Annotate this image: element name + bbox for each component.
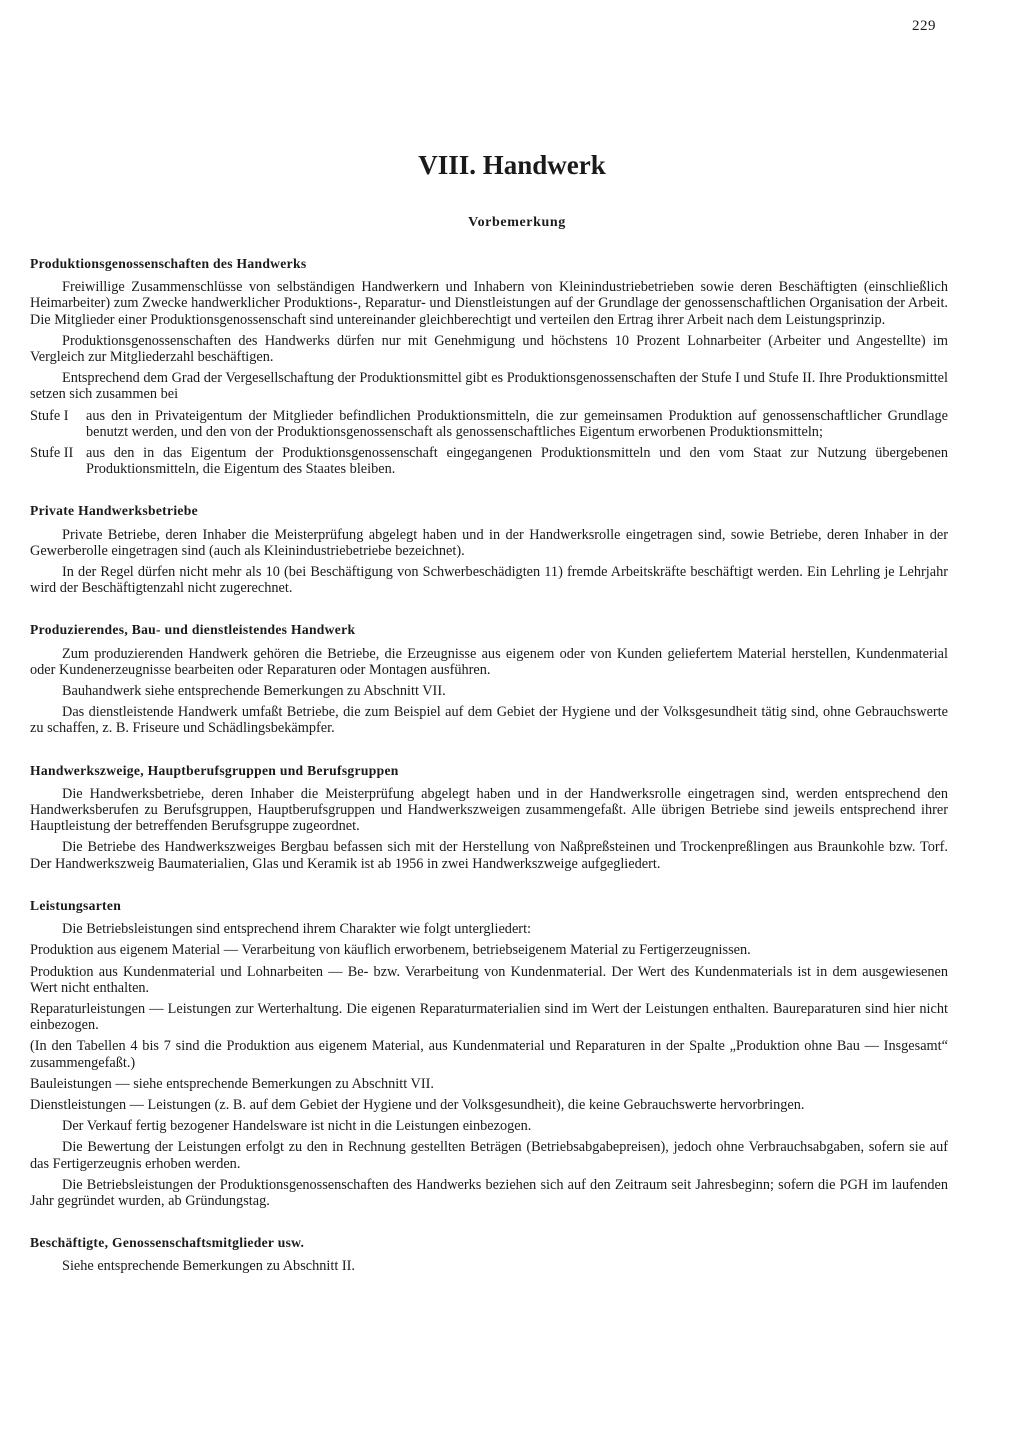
paragraph: Freiwillige Zusammenschlüsse von selbständigen Handwerkern und Inhabern von Kleinindustriebetrieben sowie deren Beschäftigten (einschließlich Heimarbeiter) zum Zwecke handwerklicher Produktions-, Reparatur- und Dienstleistungen auf der Grundlage der genossenschaftlichen Organisation der Arbeit. Die Mitglieder einer Produktionsgenossenschaft sind untereinander gleichberechtigt und verteilen den Ertrag ihrer Arbeit nach dem Leistungsprinzip. xyxy=(30,279,948,328)
section-heading: Handwerkszweige, Hauptberufsgruppen und Berufsgruppen xyxy=(30,762,399,778)
paragraph: Die Betriebe des Handwerkszweiges Bergbau befassen sich mit der Herstellung von Naßpreßsteinen und Trockenpreßlingen aus Braunkohle bzw. Torf. Der Handwerkszweig Baumaterialien, Glas und Keramik ist ab 1956 in zwei Handwerkszweige aufgegliedert. xyxy=(30,839,948,872)
paragraph: Dienstleistungen — Leistungen (z. B. auf dem Gebiet der Hygiene und der Volksgesundheit), die keine Gebrauchswerte hervorbringen. xyxy=(30,1096,805,1113)
paragraph: Zum produzierenden Handwerk gehören die Betriebe, die Erzeugnisse aus eigenem oder von Kunden geliefertem Material herstellen, Kundenmaterial oder Kundenerzeugnisse bearbeiten oder Reparaturen oder Montagen ausführen. xyxy=(30,645,948,678)
paragraph: Entsprechend dem Grad der Vergesellschaftung der Produktionsmittel gibt es Produktionsgenossenschaften der Stufe I und Stufe II. Ihre Produktionsmittel setzen sich zusammen bei xyxy=(30,370,948,403)
stufe-1-term: Stufe I xyxy=(30,407,69,424)
paragraph: Produktion aus eigenem Material — Verarbeitung von käuflich erworbenem, betriebseigenem Material zu Fertigerzeugnissen. xyxy=(30,942,751,959)
paragraph: Die Betriebsleistungen sind entsprechend ihrem Charakter wie folgt untergliedert: xyxy=(62,921,532,938)
section-heading: Produzierendes, Bau- und dienstleistendes Handwerk xyxy=(30,622,356,638)
section-heading: Produktionsgenossenschaften des Handwerks xyxy=(30,256,307,271)
section-produzierendes-handwerk xyxy=(30,622,948,736)
paragraph: Die Bewertung der Leistungen erfolgt zu den in Rechnung gestellten Beträgen (Betriebsabgabepreisen), jedoch ohne Verbrauchsabgaben, sofern sie auf das Fertigerzeugnis erhoben werden. xyxy=(30,1139,948,1172)
section-private-handwerksbetriebe xyxy=(30,503,948,596)
section-produktionsgenossenschaften xyxy=(30,256,948,477)
stufe-1-description: aus den in Privateigentum der Mitglieder befindlichen Produktionsmitteln, die zur gemeinsamen Produktion auf genossenschaftlicher Grundlage benutzt werden, und den von der Produktionsgenossenschaft als genossenschaftliches Eigentum erworbenen Produktionsmitteln; xyxy=(86,407,948,440)
paragraph: Produktionsgenossenschaften des Handwerks dürfen nur mit Genehmigung und höchstens 10 Prozent Lohnarbeiter (Arbeiter und Angestellte) im Vergleich zur Mitgliederzahl beschäftigen. xyxy=(30,332,948,366)
stufe-2-description: aus den in das Eigentum der Produktionsgenossenschaft eingegangenen Produktionsmitteln und den vom Staat zur Nutzung übergebenen Produktionsmitteln, die Eigentum des Staates bleiben. xyxy=(86,445,948,478)
paragraph: Private Betriebe, deren Inhaber die Meisterprüfung abgelegt haben und in der Handwerksrolle eingetragen sind, sowie Betriebe, deren Inhaber in der Gewerberolle eingetragen sind (auch als Kleinindustriebetriebe bezeichnet). xyxy=(30,526,948,559)
stufe-1-item xyxy=(30,408,948,440)
page-number: 229 xyxy=(912,18,936,34)
section-handwerkszweige xyxy=(30,763,948,872)
document-body xyxy=(30,256,948,1301)
paragraph: Bauhandwerk siehe entsprechende Bemerkungen zu Abschnitt VII. xyxy=(62,683,446,700)
section-heading: Beschäftigte, Genossenschaftsmitglieder usw. xyxy=(30,1235,305,1251)
paragraph: Reparaturleistungen — Leistungen zur Werterhaltung. Die eigenen Reparaturmaterialien sind im Wert der Leistungen enthalten. Baureparaturen sind hier nicht einbezogen. xyxy=(30,1000,948,1034)
paragraph: Die Betriebsleistungen der Produktionsgenossenschaften des Handwerks beziehen sich auf den Zeitraum seit Jahresbeginn; sofern die PGH im laufenden Jahr gegründet wurden, ab Gründungstag. xyxy=(30,1176,948,1209)
section-leistungsarten xyxy=(30,898,948,1209)
paragraph: Siehe entsprechende Bemerkungen zu Abschnitt II. xyxy=(62,1258,355,1275)
paragraph: Bauleistungen — siehe entsprechende Bemerkungen zu Abschnitt VII. xyxy=(30,1075,434,1092)
section-beschaeftigte xyxy=(30,1235,948,1274)
chapter-title: VIII. Handwerk xyxy=(418,150,606,180)
paragraph: Der Verkauf fertig bezogener Handelsware ist nicht in die Leistungen einbezogen. xyxy=(62,1118,532,1135)
paragraph: Die Handwerksbetriebe, deren Inhaber die Meisterprüfung abgelegt haben und in der Handwerksrolle eingetragen sind, werden entsprechend den Handwerksberufen zu Berufsgruppen, Hauptberufsgruppen und Handwerkszweigen zusammengefaßt. Alle übrigen Betriebe sind jeweils entsprechend ihrer Hauptleistung der betreffenden Berufsgruppe zugeordnet. xyxy=(30,785,948,835)
paragraph: Das dienstleistende Handwerk umfaßt Betriebe, die zum Beispiel auf dem Gebiet der Hygiene und der Volksgesundheit tätig sind, ohne Gebrauchswerte zu schaffen, z. B. Friseure und Schädlingsbekämpfer. xyxy=(30,704,948,737)
section-heading: Private Handwerksbetriebe xyxy=(30,503,198,519)
section-heading: Leistungsarten xyxy=(30,897,122,913)
paragraph: Produktion aus Kundenmaterial und Lohnarbeiten — Be- bzw. Verarbeitung von Kundenmaterial. Der Wert des Kundenmaterials ist in dem ausgewiesenen Wert nicht enthalten. xyxy=(30,963,948,996)
paragraph: (In den Tabellen 4 bis 7 sind die Produktion aus eigenem Material, aus Kundenmaterial und Reparaturen in der Spalte „Produktion ohne Bau — Insgesamt“ zusammengefaßt.) xyxy=(30,1038,948,1071)
stufe-2-term: Stufe II xyxy=(30,445,74,462)
subtitle: Vorbemerkung xyxy=(468,215,566,230)
stufe-2-item xyxy=(30,445,948,477)
paragraph: In der Regel dürfen nicht mehr als 10 (bei Beschäftigung von Schwerbeschädigten 11) fremde Arbeitskräfte beschäftigt werden. Ein Lehrling je Lehrjahr wird der Beschäftigtenzahl nicht zugerechnet. xyxy=(30,564,948,597)
